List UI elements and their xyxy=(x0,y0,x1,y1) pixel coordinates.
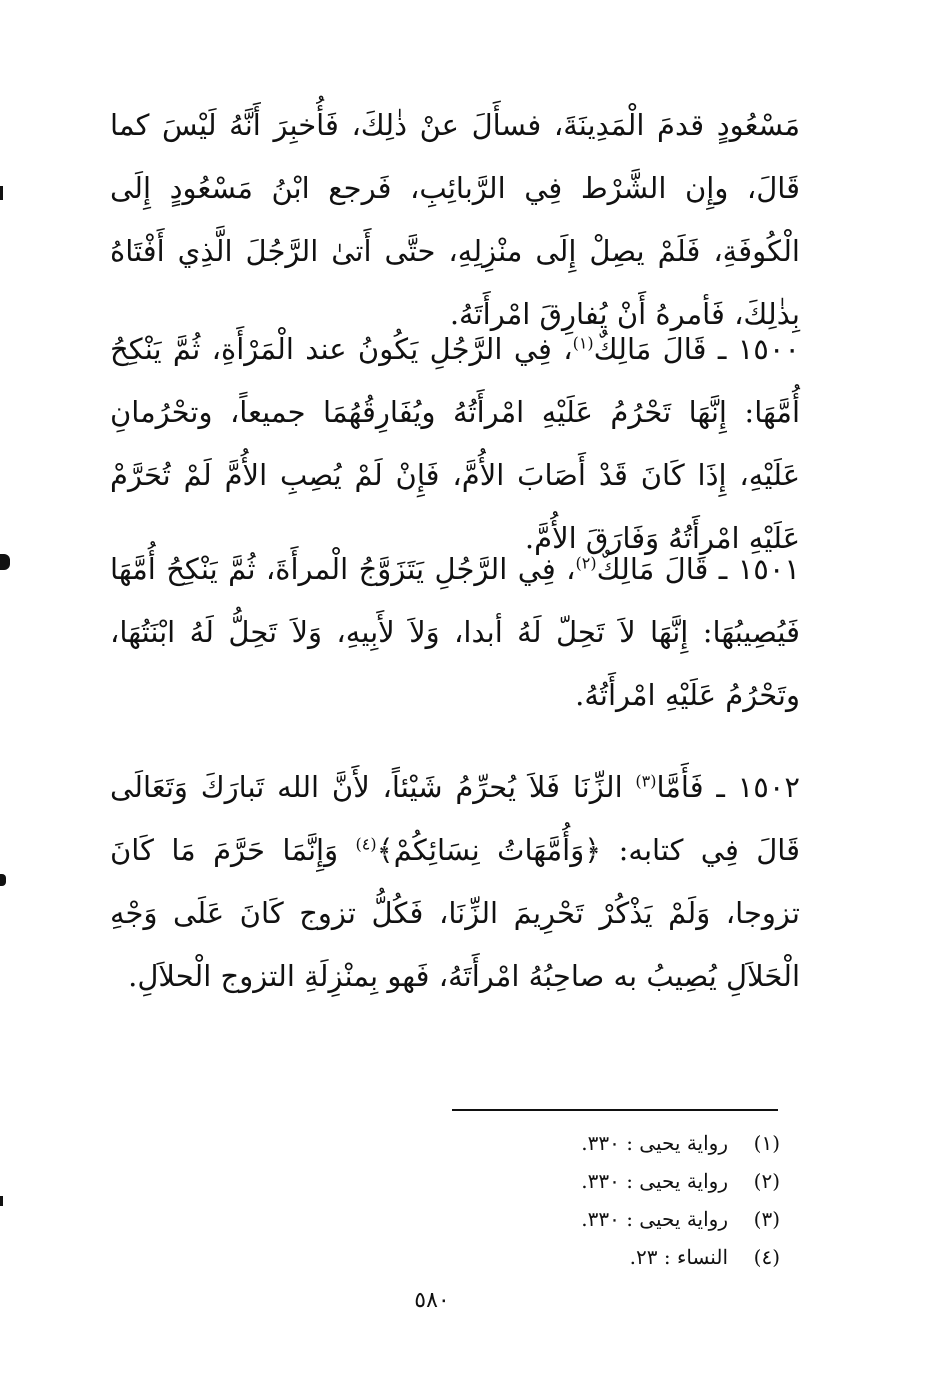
paragraph-text-continued: وَإِنَّمَا حَرَّمَ مَا كَانَ تزوجا، وَلَمْ يَذْكُرْ تَحْرِيمَ الزِّنَا، فَكُلُّ تزوج كَانَ عَلَى وَجْهِ الْحَلاَلِ يُصِيبُ به صاحِبُهُ امْرأَتَهُ، فَهو بِمنْزِلَةِ التزوج الْحلاَلِ. xyxy=(110,833,800,993)
footnote-item xyxy=(420,1162,780,1200)
paragraph-1500 xyxy=(110,318,800,573)
page-number: ٥٨٠ xyxy=(414,1288,450,1313)
paragraph-1502 xyxy=(110,756,800,1008)
paragraph-lead: ١٥٠١ ـ قَالَ مَالِكٌ xyxy=(596,552,800,586)
paragraph-text: الزِّنَا فَلاَ يُحرِّمُ شَيْئاً، لأَنَّ الله تَبارَكَ وَتَعَالَى قَالَ فِي كتابه: ﴿وَأُمَّهَاتُ نِسَائِكُمْ﴾ xyxy=(110,770,800,867)
footnote-text: النساء : ٢٣. xyxy=(629,1245,728,1269)
scan-mark xyxy=(0,874,6,886)
footnote-text: رواية يحيى : ٣٣٠. xyxy=(581,1131,728,1155)
footnote-ref-1[interactable]: (١) xyxy=(572,333,594,353)
footnote-divider xyxy=(452,1109,778,1111)
footnote-number: (١) xyxy=(753,1131,780,1155)
scan-mark xyxy=(0,186,3,200)
intro-text: مَسْعُودٍ قدمَ الْمَدِينَةَ، فسأَلَ عنْ ذٰلِكَ، فَأُخبِرَ أَنَّهُ لَيْسَ كما قَالَ، وإِن الشَّرْط فِي الرَّبائِبِ، فَرجع ابْنُ مَسْعُودٍ إِلَى الْكُوفَةِ، فَلَمْ يصِلْ إِلَى منْزِلِهِ، حتَّى أَتىٰ الرَّجُلَ الَّذِي أَفْتَاهُ بِذٰلِكَ، فَأمرهُ أَنْ يُفارِقَ امْرأَتَهُ. xyxy=(110,108,800,331)
footnote-item xyxy=(420,1124,780,1162)
paragraph-lead: ١٥٠٠ ـ قَالَ مَالِكٌ xyxy=(593,332,800,366)
footnote-number: (٣) xyxy=(753,1207,780,1231)
paragraph-1501 xyxy=(110,538,800,727)
scan-mark xyxy=(0,1196,3,1206)
scan-mark xyxy=(0,554,10,570)
footnote-item xyxy=(420,1238,780,1276)
footnote-number: (٤) xyxy=(753,1245,780,1269)
footnote-ref-3[interactable]: (٣) xyxy=(635,771,657,791)
paragraph-text: ، فِي الرَّجُلِ يَكُونُ عند الْمَرْأَةِ، ثُمَّ يَنْكِحُ أُمَّهَا: إِنَّهَا تَحْرُمُ عَلَيْهِ امْرأَتُهُ ويُفَارِقُهُمَا جميعاً، وتحْرُمانِ عَلَيْهِ، إِذَا كَانَ قَدْ أَصَابَ الأُمَّ، فَإِنْ لَمْ يُصِبِ الأُمَّ لَمْ تُحَرَّمْ عَلَيْهِ امْرأَتُهُ وَفَارَقَ الأُمَّ. xyxy=(110,332,800,555)
footnote-text: رواية يحيى : ٣٣٠. xyxy=(581,1207,728,1231)
footnote-item xyxy=(420,1200,780,1238)
footnote-number: (٢) xyxy=(753,1169,780,1193)
intro-paragraph xyxy=(110,94,800,346)
footnote-text: رواية يحيى : ٣٣٠. xyxy=(581,1169,728,1193)
footnotes-list xyxy=(420,1124,780,1276)
footnote-ref-4[interactable]: (٤) xyxy=(355,834,377,854)
footnote-ref-2[interactable]: (٢) xyxy=(575,553,597,573)
paragraph-text: ، فِي الرَّجُلِ يَتَزَوَّجُ الْمرأَةَ، ثُمَّ يَنْكِحُ أُمَّهَا فَيُصِيبُهَا: إِنَّهَا لاَ تَحِلّ لَهُ أبدا، وَلاَ لأَبِيهِ، وَلاَ تَحِلُّ لَهُ ابْنَتُهَا، وتَحْرُمُ عَلَيْهِ امْرأَتُهُ. xyxy=(110,552,800,712)
paragraph-lead: ١٥٠٢ ـ فَأَمَّا xyxy=(656,770,800,804)
